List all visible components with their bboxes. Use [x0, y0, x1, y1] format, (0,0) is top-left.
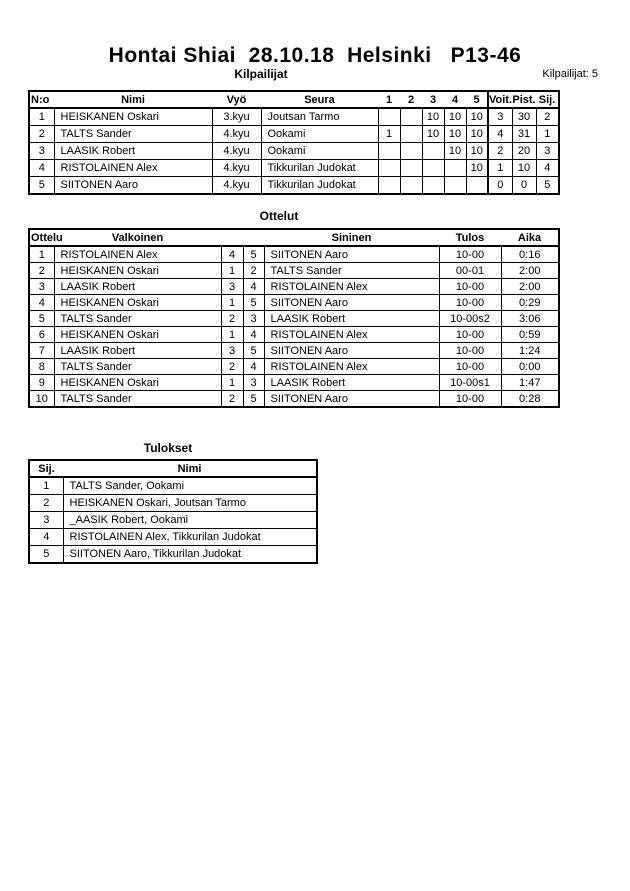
table-row	[29, 375, 559, 391]
col-header-voit: Voit.	[488, 91, 512, 108]
cell-white-name: HEISKANEN Oskari	[54, 295, 221, 311]
cell-result: 10-00	[439, 295, 501, 311]
col-header-valkoinen: Valkoinen	[54, 229, 221, 246]
cell-white-number: 3	[221, 343, 243, 359]
table-row	[29, 143, 559, 160]
cell-white-name: TALTS Sander	[54, 391, 221, 408]
table-row	[29, 160, 559, 177]
col-header-snum	[243, 229, 264, 246]
table-row	[29, 263, 559, 279]
cell-match-no: 3	[29, 279, 54, 295]
cell-seura: Joutsan Tarmo	[261, 108, 378, 126]
table-row	[29, 391, 559, 408]
cell-voit: 2	[488, 143, 512, 160]
cell-score-5: 10	[466, 126, 488, 143]
cell-white-name: LAASIK Robert	[54, 343, 221, 359]
cell-score-3	[422, 160, 444, 177]
cell-match-no: 1	[29, 246, 54, 263]
col-header-vnum	[221, 229, 243, 246]
cell-score-2	[400, 143, 422, 160]
cell-score-1	[378, 177, 400, 195]
cell-name-club: _AASIK Robert, Ookami	[63, 512, 317, 529]
cell-time: 2:00	[501, 279, 559, 295]
cell-white-number: 1	[221, 327, 243, 343]
cell-score-5: 10	[466, 160, 488, 177]
cell-nimi: RISTOLAINEN Alex	[54, 160, 212, 177]
cell-vyo: 4.kyu	[212, 143, 261, 160]
matches-table	[28, 228, 560, 408]
cell-score-1	[378, 108, 400, 126]
table-row	[29, 246, 559, 263]
cell-no: 3	[29, 143, 54, 160]
cell-no: 2	[29, 126, 54, 143]
cell-blue-number: 5	[243, 343, 264, 359]
cell-place: 2	[29, 495, 63, 512]
table-row	[29, 529, 317, 546]
col-header-aika: Aika	[501, 229, 559, 246]
cell-blue-name: LAASIK Robert	[264, 311, 439, 327]
cell-time: 0:29	[501, 295, 559, 311]
col-header-3: 3	[422, 91, 444, 108]
cell-blue-name: SIITONEN Aaro	[264, 295, 439, 311]
cell-white-number: 2	[221, 391, 243, 408]
cell-blue-number: 2	[243, 263, 264, 279]
cell-pist: 10	[512, 160, 536, 177]
table-row	[29, 108, 559, 126]
cell-score-1	[378, 143, 400, 160]
cell-time: 3:06	[501, 311, 559, 327]
section-title-tulokset: Tulokset	[143, 441, 193, 455]
cell-score-2	[400, 126, 422, 143]
section-title-kilpailijat: Kilpailijat	[234, 67, 288, 81]
cell-score-5: 10	[466, 143, 488, 160]
cell-white-name: LAASIK Robert	[54, 279, 221, 295]
col-header-5: 5	[466, 91, 488, 108]
cell-score-1	[378, 160, 400, 177]
cell-blue-name: SIITONEN Aaro	[264, 391, 439, 408]
cell-name-club: SIITONEN Aaro, Tikkurilan Judokat	[63, 546, 317, 564]
cell-result: 10-00s1	[439, 375, 501, 391]
cell-nimi: HEISKANEN Oskari	[54, 108, 212, 126]
cell-name-club: HEISKANEN Oskari, Joutsan Tarmo	[63, 495, 317, 512]
table-row	[29, 327, 559, 343]
cell-pist: 20	[512, 143, 536, 160]
competitors-table	[28, 90, 560, 195]
cell-voit: 3	[488, 108, 512, 126]
cell-vyo: 4.kyu	[212, 126, 261, 143]
col-header-1: 1	[378, 91, 400, 108]
cell-white-name: HEISKANEN Oskari	[54, 263, 221, 279]
cell-match-no: 4	[29, 295, 54, 311]
cell-white-name: RISTOLAINEN Alex	[54, 246, 221, 263]
col-header-vyo: Vyö	[212, 91, 261, 108]
col-header-4: 4	[444, 91, 466, 108]
cell-white-number: 2	[221, 311, 243, 327]
cell-blue-name: SIITONEN Aaro	[264, 343, 439, 359]
cell-sij: 3	[536, 143, 559, 160]
cell-score-3	[422, 177, 444, 195]
col-header-seura: Seura	[261, 91, 378, 108]
cell-place: 1	[29, 477, 63, 495]
cell-score-4: 10	[444, 126, 466, 143]
col-header-sininen: Sininen	[264, 229, 439, 246]
cell-blue-name: LAASIK Robert	[264, 375, 439, 391]
cell-result: 10-00	[439, 246, 501, 263]
competitor-count-label: Kilpailijat: 5	[542, 68, 598, 80]
cell-pist: 0	[512, 177, 536, 195]
cell-name-club: TALTS Sander, Ookami	[63, 477, 317, 495]
cell-voit: 0	[488, 177, 512, 195]
cell-place: 5	[29, 546, 63, 564]
cell-match-no: 6	[29, 327, 54, 343]
table-row	[29, 295, 559, 311]
cell-score-2	[400, 160, 422, 177]
cell-sij: 4	[536, 160, 559, 177]
cell-blue-number: 4	[243, 359, 264, 375]
table-row	[29, 311, 559, 327]
cell-score-3: 10	[422, 126, 444, 143]
cell-blue-name: RISTOLAINEN Alex	[264, 359, 439, 375]
cell-score-5: 10	[466, 108, 488, 126]
cell-blue-name: RISTOLAINEN Alex	[264, 327, 439, 343]
cell-nimi: LAASIK Robert	[54, 143, 212, 160]
table-row	[29, 126, 559, 143]
table-row	[29, 495, 317, 512]
results-table	[28, 459, 318, 564]
table-row	[29, 279, 559, 295]
col-header-pist: Pist.	[512, 91, 536, 108]
cell-white-number: 1	[221, 375, 243, 391]
cell-blue-number: 3	[243, 375, 264, 391]
cell-score-1: 1	[378, 126, 400, 143]
col-header-nimi: Nimi	[54, 91, 212, 108]
cell-white-number: 4	[221, 246, 243, 263]
cell-time: 1:24	[501, 343, 559, 359]
cell-score-2	[400, 108, 422, 126]
cell-blue-number: 4	[243, 327, 264, 343]
cell-blue-name: SIITONEN Aaro	[264, 246, 439, 263]
cell-nimi: TALTS Sander	[54, 126, 212, 143]
cell-blue-number: 5	[243, 391, 264, 408]
cell-result: 10-00	[439, 359, 501, 375]
cell-time: 0:16	[501, 246, 559, 263]
cell-seura: Tikkurilan Judokat	[261, 177, 378, 195]
cell-score-4: 10	[444, 143, 466, 160]
cell-match-no: 10	[29, 391, 54, 408]
cell-sij: 2	[536, 108, 559, 126]
cell-seura: Tikkurilan Judokat	[261, 160, 378, 177]
col-header-tulos: Tulos	[439, 229, 501, 246]
cell-white-number: 2	[221, 359, 243, 375]
cell-score-2	[400, 177, 422, 195]
col-header-sij: Sij.	[536, 91, 559, 108]
cell-vyo: 4.kyu	[212, 160, 261, 177]
cell-score-4	[444, 160, 466, 177]
cell-voit: 1	[488, 160, 512, 177]
cell-pist: 30	[512, 108, 536, 126]
cell-pist: 31	[512, 126, 536, 143]
cell-place: 3	[29, 512, 63, 529]
table-header-row	[29, 91, 559, 108]
cell-white-number: 3	[221, 279, 243, 295]
table-row	[29, 359, 559, 375]
cell-time: 0:59	[501, 327, 559, 343]
cell-match-no: 8	[29, 359, 54, 375]
cell-match-no: 2	[29, 263, 54, 279]
cell-place: 4	[29, 529, 63, 546]
cell-time: 0:28	[501, 391, 559, 408]
cell-name-club: RISTOLAINEN Alex, Tikkurilan Judokat	[63, 529, 317, 546]
cell-score-3: 10	[422, 108, 444, 126]
cell-blue-number: 5	[243, 246, 264, 263]
cell-no: 5	[29, 177, 54, 195]
section-title-ottelut: Ottelut	[259, 209, 299, 223]
cell-seura: Ookami	[261, 143, 378, 160]
cell-blue-number: 3	[243, 311, 264, 327]
cell-score-3	[422, 143, 444, 160]
col-header-nimi: Nimi	[63, 460, 317, 477]
cell-voit: 4	[488, 126, 512, 143]
cell-result: 10-00	[439, 391, 501, 408]
cell-white-name: HEISKANEN Oskari	[54, 327, 221, 343]
table-header-row	[29, 229, 559, 246]
cell-time: 1:47	[501, 375, 559, 391]
cell-match-no: 5	[29, 311, 54, 327]
cell-white-number: 1	[221, 295, 243, 311]
table-header-row	[29, 460, 317, 477]
cell-blue-number: 5	[243, 295, 264, 311]
table-row	[29, 512, 317, 529]
cell-no: 4	[29, 160, 54, 177]
cell-time: 0:00	[501, 359, 559, 375]
table-row	[29, 546, 317, 564]
cell-result: 10-00	[439, 279, 501, 295]
table-row	[29, 343, 559, 359]
cell-blue-number: 4	[243, 279, 264, 295]
cell-vyo: 4.kyu	[212, 177, 261, 195]
cell-result: 10-00s2	[439, 311, 501, 327]
col-header-no: N:o	[29, 91, 54, 108]
cell-score-4: 10	[444, 108, 466, 126]
cell-blue-name: TALTS Sander	[264, 263, 439, 279]
cell-sij: 5	[536, 177, 559, 195]
cell-match-no: 9	[29, 375, 54, 391]
col-header-sij: Sij.	[29, 460, 63, 477]
cell-seura: Ookami	[261, 126, 378, 143]
cell-time: 2:00	[501, 263, 559, 279]
cell-nimi: SIITONEN Aaro	[54, 177, 212, 195]
cell-score-5	[466, 177, 488, 195]
cell-score-4	[444, 177, 466, 195]
cell-white-name: TALTS Sander	[54, 311, 221, 327]
cell-match-no: 7	[29, 343, 54, 359]
cell-result: 00-01	[439, 263, 501, 279]
cell-vyo: 3.kyu	[212, 108, 261, 126]
cell-white-number: 1	[221, 263, 243, 279]
page-title: Hontai Shiai 28.10.18 Helsinki P13-46	[108, 44, 522, 67]
table-row	[29, 477, 317, 495]
cell-white-name: HEISKANEN Oskari	[54, 375, 221, 391]
cell-result: 10-00	[439, 327, 501, 343]
table-row	[29, 177, 559, 195]
cell-blue-name: RISTOLAINEN Alex	[264, 279, 439, 295]
cell-sij: 1	[536, 126, 559, 143]
cell-white-name: TALTS Sander	[54, 359, 221, 375]
cell-no: 1	[29, 108, 54, 126]
col-header-2: 2	[400, 91, 422, 108]
cell-result: 10-00	[439, 343, 501, 359]
col-header-ottelu: Ottelu	[29, 229, 54, 246]
